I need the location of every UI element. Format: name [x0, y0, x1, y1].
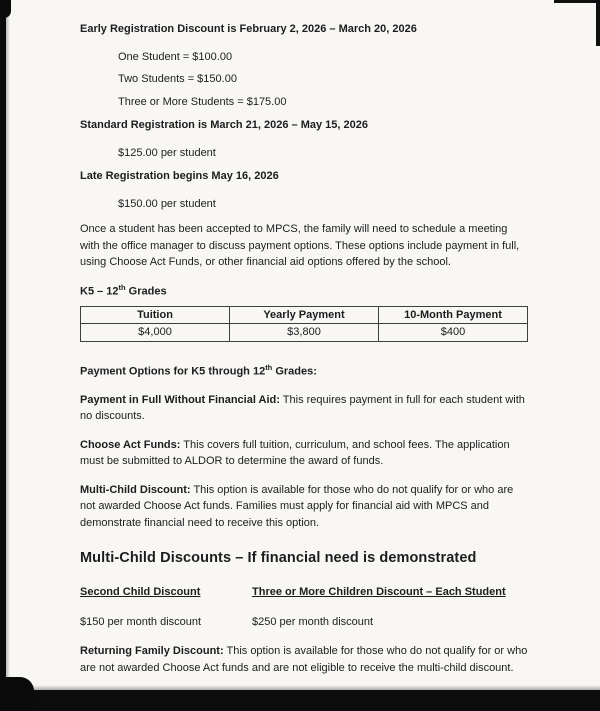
- returning-family-discount-paragraph: [80, 643, 530, 676]
- multi-child-discount-columns: [80, 584, 530, 630]
- three-or-more-children-discount-header: Three or More Children Discount – Each Student: [252, 586, 506, 599]
- tuition-table-header-row: [81, 306, 528, 324]
- tuition-table-cell-10-month: $400: [379, 324, 528, 342]
- early-registration-heading: Early Registration Discount is February 2, 2026 – March 20, 2026: [80, 23, 417, 35]
- returning-family-discount-text: This option is available for those who do not qualify for or who are not awarded Choose Act funds and are not eligible to receive the multi-child discount.: [80, 645, 528, 674]
- early-registration-item-three-or-more: Three or More Students = $175.00: [118, 95, 287, 108]
- second-child-discount-header: Second Child Discount: [80, 586, 201, 599]
- three-or-more-children-discount-value: $250 per month discount: [252, 615, 374, 628]
- tuition-table-header-yearly: Yearly Payment: [230, 306, 379, 324]
- late-registration-rate: $150.00 per student: [118, 197, 216, 210]
- scan-artifact-bottom-left-corner: [0, 677, 34, 711]
- option-choose-act-funds-label: Choose Act Funds:: [80, 438, 181, 451]
- grades-heading-text-end: Grades: [125, 285, 167, 298]
- multi-child-discounts-heading: Multi-Child Discounts – If financial need is demonstrated: [80, 550, 477, 567]
- tuition-table: [80, 306, 528, 342]
- option-payment-in-full-text: This requires payment in full for each student with no discounts.: [80, 393, 525, 423]
- option-multi-child-discount: [80, 482, 530, 532]
- grades-heading-superscript: th: [118, 282, 126, 292]
- tuition-table-header-10-month: 10-Month Payment: [379, 306, 528, 324]
- option-choose-act-funds: [80, 437, 530, 470]
- tuition-table-cell-tuition: $4,000: [81, 324, 230, 342]
- option-payment-in-full: [80, 392, 530, 425]
- option-choose-act-funds-text: This covers full tuition, curriculum, and school fees. The application must be submitted to ALDOR to determine the award of funds.: [80, 438, 510, 468]
- grades-heading-text: K5 – 12: [80, 285, 119, 298]
- option-multi-child-discount-label: Multi-Child Discount:: [80, 483, 191, 496]
- standard-registration-heading: Standard Registration is March 21, 2026 – May 15, 2026: [80, 119, 368, 131]
- scan-artifact-bottom-edge: [0, 690, 600, 711]
- second-child-discount-column: [80, 584, 252, 630]
- document-content: [80, 21, 530, 676]
- grades-heading: [80, 282, 530, 300]
- three-or-more-children-discount-column: [252, 584, 530, 630]
- option-payment-in-full-label: Payment in Full Without Financial Aid:: [80, 393, 280, 406]
- standard-registration-rate: $125.00 per student: [118, 146, 216, 159]
- acceptance-paragraph: Once a student has been accepted to MPCS, the family will need to schedule a meeting with the office manager to discuss payment options. These options include payment in full, using Choose Act Funds, or other financial aid options offered by the school.: [80, 223, 520, 268]
- early-registration-item-two-students: Two Students = $150.00: [118, 73, 237, 85]
- payment-options-heading-superscript: th: [265, 362, 273, 372]
- scan-artifact-left-shadow: [6, 0, 10, 711]
- payment-options-heading: [80, 362, 530, 380]
- tuition-table-cell-yearly: $3,800: [230, 324, 379, 342]
- payment-options-heading-text: Payment Options for K5 through 12: [80, 365, 266, 378]
- late-registration-heading: Late Registration begins May 16, 2026: [80, 170, 279, 182]
- tuition-table-data-row: [81, 324, 528, 342]
- payment-options-heading-text-end: Grades:: [272, 365, 317, 378]
- early-registration-item-one-student: One Student = $100.00: [118, 50, 233, 63]
- scan-artifact-top-left-corner: [0, 0, 11, 18]
- scan-artifact-right-edge: [596, 0, 600, 46]
- returning-family-discount-label: Returning Family Discount:: [80, 645, 224, 658]
- tuition-table-header-tuition: Tuition: [81, 306, 230, 324]
- option-multi-child-discount-text: This option is available for those who do not qualify for or who are not awarded Choose Act funds. Families must apply for financial aid with MPCS and demonstrate financial need to receive this option.: [80, 483, 514, 529]
- scan-artifact-top-right-edge: [554, 0, 600, 3]
- second-child-discount-value: $150 per month discount: [80, 615, 202, 628]
